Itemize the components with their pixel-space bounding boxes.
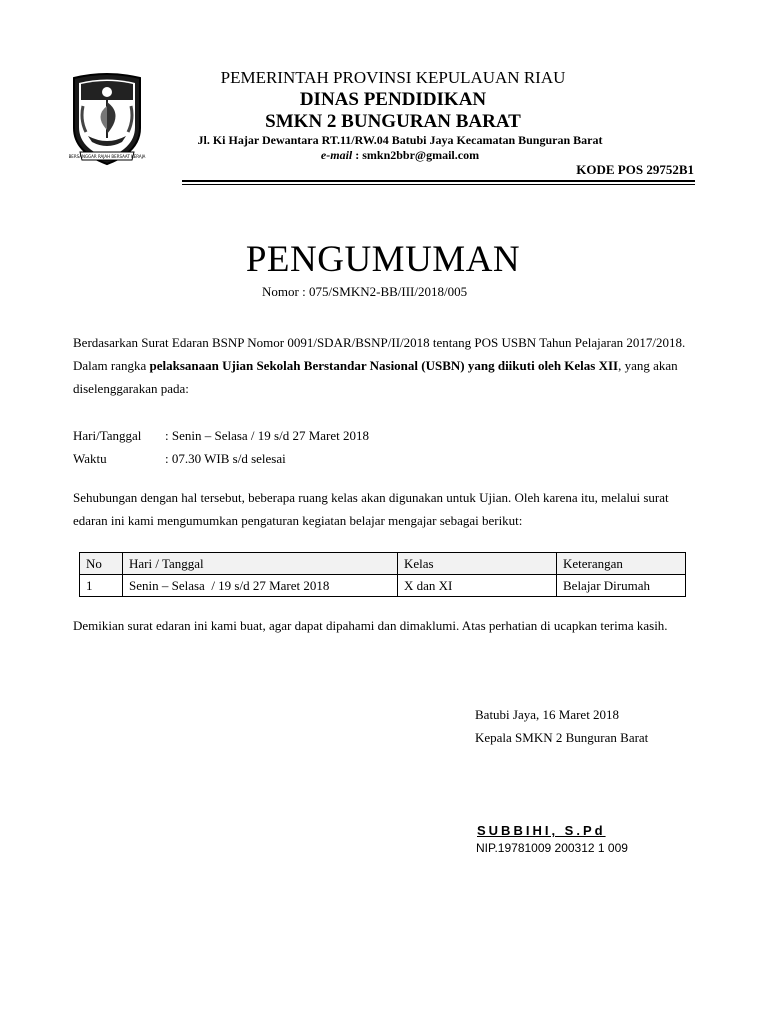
intro-paragraph: Berdasarkan Surat Edaran BSNP Nomor 0091/SDAR/BSNP/II/2018 tentang POS USBN Tahun Pelajaran 2017/2018. Dalam rangka pelaksanaan Ujian Sekolah Berstandar Nasional (USBN) yang diikuti oleh Kelas XII, yang akan diselenggarakan pada: (73, 335, 686, 396)
government-name: PEMERINTAH PROVINSI KEPULAUAN RIAU (220, 68, 566, 87)
schedule-day-row (73, 428, 369, 444)
closing-paragraph: Demikian surat edaran ini kami buat, agar dapat dipahami dan dimaklumi. Atas perhatian di ucapkan terima kasih. (73, 618, 668, 633)
schedule-table (79, 552, 686, 597)
email-label: e-mail (320, 148, 353, 162)
schedule-time-label: Waktu (73, 451, 107, 466)
table-cell-class: X dan XI (398, 575, 557, 597)
schedule-time-value: : 07.30 WIB s/d selesai (165, 451, 286, 466)
schedule-day-value: : Senin – Selasa / 19 s/d 27 Maret 2018 (165, 428, 370, 443)
signer-name: SUBBIHI, S.Pd (477, 823, 606, 838)
letter-number: Nomor : 075/SMKN2-BB/III/2018/005 (262, 284, 468, 299)
school-email (0, 148, 768, 163)
letterhead-divider (182, 180, 695, 182)
table-cell-date: Senin – Selasa / 19 s/d 27 Maret 2018 (123, 575, 398, 597)
letterhead-divider-thin (182, 184, 695, 185)
announcement-title: PENGUMUMAN (245, 239, 521, 280)
table-row (80, 575, 686, 597)
table-cell-no: 1 (80, 575, 123, 597)
department-name: DINAS PENDIDIKAN (299, 89, 487, 110)
email-value: : smkn2bbr@gmail.com (352, 148, 480, 162)
seal-motto: BERSANGGAR RAJAH BERSAAT KERAJA (68, 154, 146, 159)
schedule-day-label: Hari/Tanggal (73, 428, 142, 443)
schedule-time-row (73, 451, 286, 467)
table-cell-note: Belajar Dirumah (557, 575, 686, 597)
intro-emphasis: pelaksanaan Ujian Sekolah Berstandar Nasional (USBN) yang diikuti oleh Kelas XII (149, 358, 619, 373)
table-header-date: Hari / Tanggal (123, 553, 398, 575)
signature-position: Kepala SMKN 2 Bunguran Barat (475, 730, 649, 745)
postal-code: KODE POS 29752B1 (576, 162, 694, 177)
table-header-row (80, 553, 686, 575)
school-name: SMKN 2 BUNGURAN BARAT (265, 111, 521, 132)
arrangement-paragraph: Sehubungan dengan hal tersebut, beberapa ruang kelas akan digunakan untuk Ujian. Oleh karena itu, melalui surat edaran ini kami mengumumkan pengaturan kegiatan belajar mengajar sebagai berikut: (73, 490, 669, 528)
table-header-no: No (80, 553, 123, 575)
table-header-class: Kelas (398, 553, 557, 575)
table-header-note: Keterangan (557, 553, 686, 575)
signature-place-date: Batubi Jaya, 16 Maret 2018 (475, 707, 620, 722)
signer-nip: NIP.19781009 200312 1 009 (476, 841, 628, 855)
school-address: Jl. Ki Hajar Dewantara RT.11/RW.04 Batubi Jaya Kecamatan Bunguran Barat (197, 133, 603, 147)
